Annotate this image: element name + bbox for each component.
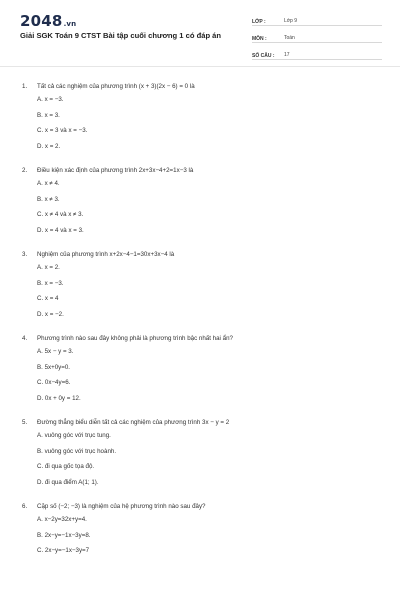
question-item [22,500,382,559]
question-number: 6. [22,502,28,510]
question-line [22,500,382,512]
question-item [22,332,382,406]
answer-option[interactable]: A. x ≠ 4. [37,180,60,188]
meta-value: Lớp 9 [284,18,298,24]
meta-row [252,29,382,43]
question-text: Cặp số (−2; −3) là nghiệm của hệ phương trình nào sau đây? [37,502,206,510]
question-text: Đường thẳng biểu diễn tất cả các nghiệm của phương trình 3x − y = 2 [37,418,230,426]
answer-option[interactable]: B. 5x+0y=0. [37,363,71,371]
answer-option[interactable]: C. x = 4 [37,295,59,303]
question-number: 4. [22,334,28,342]
question-item [22,164,382,238]
answer-option[interactable]: A. x−2y=32x+y=4. [37,516,87,524]
logo-text: 2048 [20,12,63,30]
question-text: Tất cả các nghiệm của phương trình (x + 3)(2x − 6) = 0 là [37,82,195,90]
question-number: 5. [22,418,28,426]
answer-option[interactable]: D. đi qua điểm A(1; 1). [37,478,99,486]
answer-option[interactable]: D. x = −2. [37,310,64,318]
question-text: Điều kiện xác định của phương trình 2x+3x−4+2=1x−3 là [37,166,194,174]
header [0,0,400,66]
question-number: 2. [22,166,28,174]
meta-label: LỚP : [252,19,266,25]
question-item [22,248,382,322]
answer-option[interactable]: C. x = 3 và x = −3. [37,127,88,135]
meta-row [252,46,382,60]
answer-option[interactable]: B. x = −3. [37,279,64,287]
logo-tld: .vn [63,20,77,28]
meta-row [252,12,382,26]
meta-label: MÔN : [252,36,267,42]
question-number: 1. [22,82,28,90]
question-item [22,80,382,154]
meta-panel [252,12,382,63]
question-line [22,164,382,176]
question-list [22,80,382,569]
meta-value: Toán [284,35,295,41]
answer-option[interactable]: D. x = 2. [37,142,61,150]
question-item [22,416,382,490]
answer-option[interactable]: B. 2x−y=−1x−3y=8. [37,531,91,539]
question-number: 3. [22,250,28,258]
meta-label: SỐ CÂU : [252,53,275,59]
question-text: Phương trình nào sau đây không phải là phương trình bậc nhất hai ẩn? [37,334,233,342]
answer-option[interactable]: C. 2x−y=−1x−3y=7 [37,547,90,555]
meta-value: 17 [284,52,290,58]
question-line [22,248,382,260]
question-line [22,80,382,92]
answer-option[interactable]: C. đi qua gốc tọa độ. [37,463,95,471]
answer-option[interactable]: A. x = 2. [37,264,60,272]
answer-option[interactable]: B. x ≠ 3. [37,195,60,203]
answer-option[interactable]: C. 0x−4y=6. [37,379,71,387]
answer-option[interactable]: D. x = 4 và x = 3. [37,226,84,234]
answer-option[interactable]: C. x ≠ 4 và x ≠ 3. [37,211,84,219]
question-line [22,416,382,428]
answer-option[interactable]: A. x = −3. [37,96,64,104]
question-line [22,332,382,344]
answer-option[interactable]: A. vuông góc với trục tung. [37,432,111,440]
site-logo[interactable] [20,12,76,30]
header-divider [0,66,400,67]
page-title: Giải SGK Toán 9 CTST Bài tập cuối chương 1 có đáp án [20,31,222,40]
answer-option[interactable]: A. 5x − y = 3. [37,348,74,356]
answer-option[interactable]: B. vuông góc với trục hoành. [37,447,117,455]
answer-option[interactable]: B. x = 3. [37,111,60,119]
question-text: Nghiệm của phương trình x+2x−4−1=30x+3x−4 là [37,250,175,258]
answer-option[interactable]: D. 0x + 0y = 12. [37,394,81,402]
